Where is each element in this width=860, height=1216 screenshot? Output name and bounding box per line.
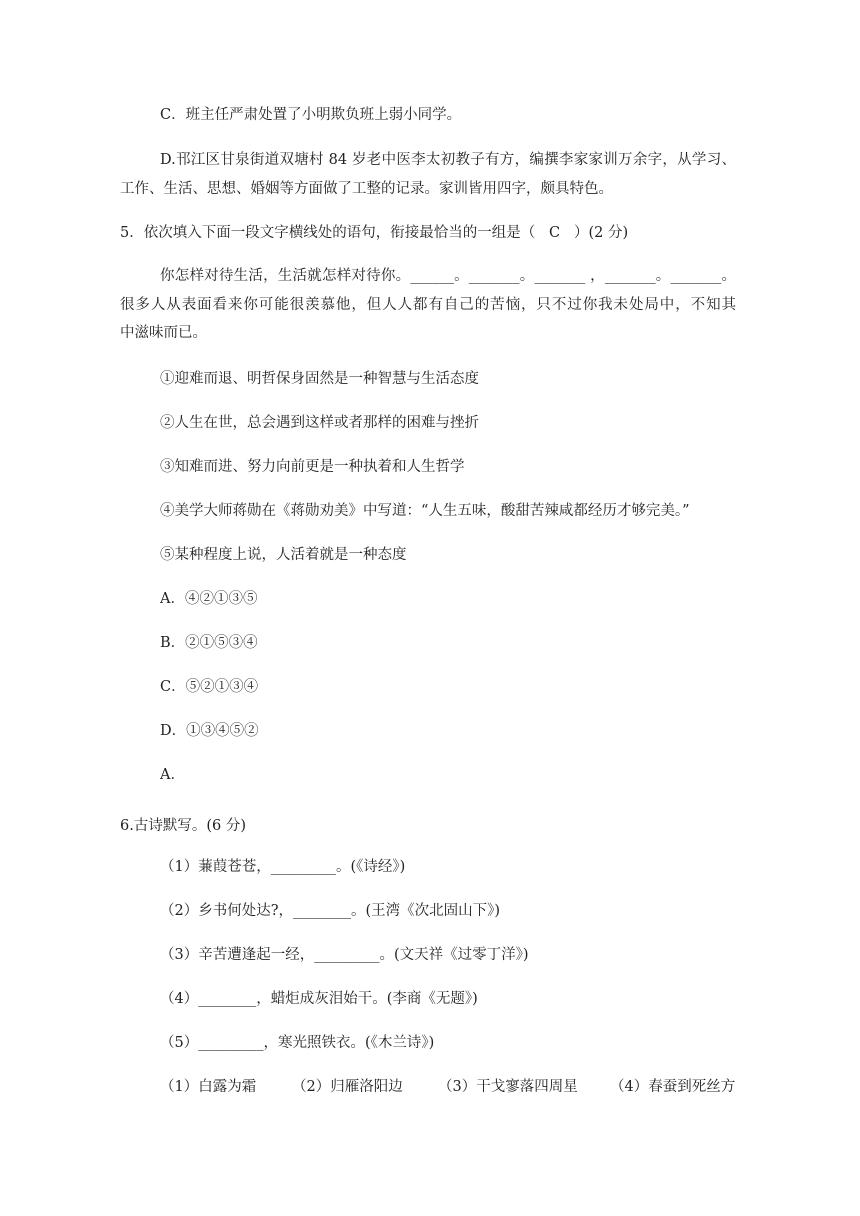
q5-answer: A． [160, 767, 185, 783]
q6-item-4: （4）________，蜡炬成灰泪始干。(李商《无题》) [160, 991, 478, 1007]
q6-item-3: （3）辛苦遭逢起一经，_________。(文天祥《过零丁洋》) [160, 947, 529, 963]
q6-answer-4: （4）春蚕到死丝方 [610, 1079, 736, 1095]
q5-option-c: C．⑤②①③④ [160, 679, 259, 695]
q5-sentence-2: ②人生在世，总会遇到这样或者那样的困难与挫折 [160, 415, 479, 431]
q5-stem: 5．依次填入下面一段文字横线处的语句，衔接最恰当的一组是（ C ）(2 分) [120, 225, 629, 241]
q6-stem: 6.古诗默写。(6 分) [120, 818, 246, 834]
q5-sentence-1: ①迎难而退、明哲保身固然是一种智慧与生活态度 [160, 371, 479, 387]
q5-passage-line3: 中滋味而已。 [120, 325, 207, 341]
q5-sentence-5: ⑤某种程度上说，人活着就是一种态度 [160, 547, 407, 563]
q4-option-c: C．班主任严肃处置了小明欺负班上弱小同学。 [160, 107, 462, 123]
q6-item-5: （5）_________，寒光照铁衣。(《木兰诗》) [160, 1035, 435, 1051]
q5-passage-line1: 你怎样对待生活，生活就怎样对待你。______。_______。_______ ，_______。_______。 [160, 268, 736, 284]
q4-option-d-line2: 工作、生活、思想、婚姻等方面做了工整的记录。家训皆用四字，颇具特色。 [120, 181, 613, 197]
q6-answer-1: （1）白露为霜 [160, 1079, 257, 1095]
q5-passage-line2: 很多人从表面看来你可能很羡慕他，但人人都有自己的苦恼，只不过你我未处局中，不知其 [120, 297, 736, 313]
q5-option-b: B．②①⑤③④ [160, 635, 258, 651]
q6-item-2: （2）乡书何处达?，________。(王湾《次北固山下》) [160, 903, 501, 919]
q6-item-1: （1）蒹葭苍苍，_________。(《诗经》) [160, 859, 406, 875]
q4-option-d-line1: D.邗江区甘泉街道双塘村 84 岁老中医李太初教子有方，编撰李家家训万余字，从学习、 [160, 152, 736, 168]
q5-option-a: A．④②①③⑤ [160, 591, 258, 607]
q5-sentence-3: ③知难而进、努力向前更是一种执着和人生哲学 [160, 459, 465, 475]
q5-sentence-4: ④美学大师蒋勋在《蒋勋劝美》中写道：“人生五味，酸甜苦辣咸都经历才够完美。” [160, 503, 690, 519]
q5-option-d: D．①③④⑤② [160, 723, 259, 739]
q6-answers-row [0, 1077, 860, 1097]
q6-answer-2: （2）归雁洛阳边 [292, 1079, 403, 1095]
q6-answer-3: （3）干戈寥落四周星 [438, 1079, 578, 1095]
